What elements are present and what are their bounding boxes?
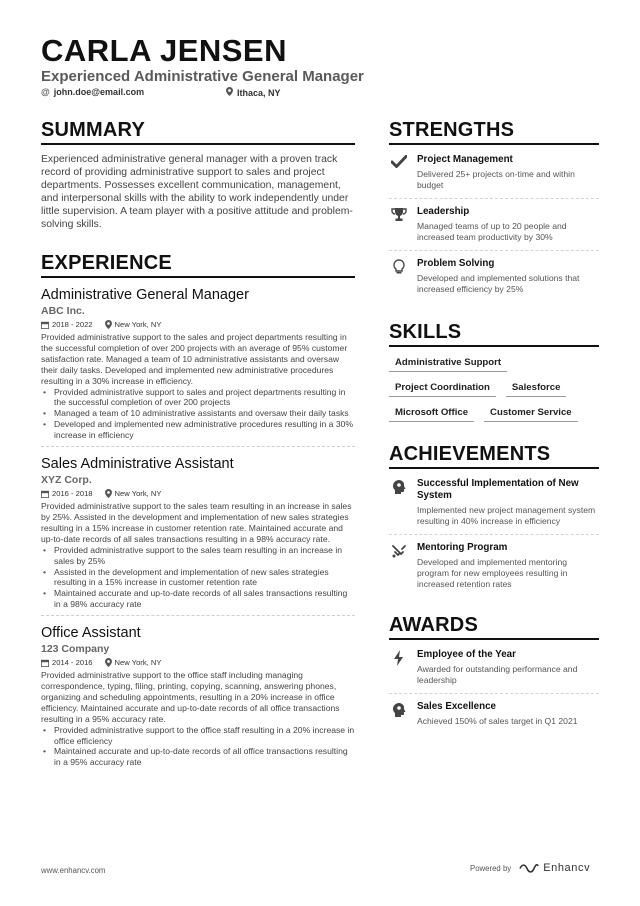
job-bullet: • Provided administrative support to the office staff resulting in a 20% increase in office efficiency [41,725,355,747]
job-description: Provided administrative support to the sales and project departments resulting in the successful completion of over 200 projects with an average of 95% customer satisfaction rate. Managed a team of 10 administrative assistants and oversaw their daily tasks. Developed and implemented new administrative procedures resulting in a 30% increase in efficiency. [41,332,348,386]
award-desc: Awarded for outstanding performance and leadership [417,664,578,685]
calendar-icon [41,659,49,667]
award-title: Employee of the Year [417,649,516,660]
skill-tag: Salesforce [506,378,567,397]
head-brain-icon [389,478,409,527]
lightbulb-icon [389,258,409,295]
skill-tag: Administrative Support [389,353,507,372]
strength-title: Leadership [417,206,470,217]
job-dates-text: 2016 - 2018 [52,489,93,499]
job-company: ABC Inc. [41,305,85,317]
brand-name: Enhancv [543,862,591,874]
at-icon: @ [41,87,50,97]
candidate-role: Experienced Administrative General Manager [41,68,364,85]
achievement-desc: Implemented new project management system resulting in 40% increase in efficiency [417,505,596,526]
trophy-icon [389,206,409,243]
right-column [389,118,599,734]
job-bullets [41,387,355,442]
footer-branding[interactable] [470,862,590,874]
achievement-item [389,471,599,535]
strength-item [389,251,599,302]
strengths-list [389,147,599,302]
job-location [105,489,162,498]
job-title: Office Assistant [41,625,141,642]
contact-email[interactable] [41,87,144,97]
strength-desc: Managed teams of up to 20 people and increased team productivity by 30% [417,221,567,242]
achievement-item [389,535,599,597]
achievements-list [389,471,599,597]
job-bullet: • Assisted in the development and implementation of new sales strategies resulting in a 15% increase in customer retention rate [41,567,355,589]
calendar-icon [41,490,49,498]
job-bullet: • Provided administrative support to the sales team resulting in an increase in sales by 25% [41,545,355,567]
job-bullet: • Provided administrative support to sales and project departments resulting in the successful completion of over 200 projects [41,387,355,409]
awards-list [389,642,599,734]
strength-item [389,147,599,199]
job-location [105,658,162,667]
strength-desc: Delivered 25+ projects on-time and within budget [417,169,575,190]
award-title: Sales Excellence [417,701,496,712]
job-bullet: • Maintained accurate and up-to-date records of all office transactions resulting in a 95% accuracy rate [41,746,355,768]
job-location-text: New York, NY [114,489,162,499]
job-company: XYZ Corp. [41,474,92,487]
job-dates-text: 2018 - 2022 [52,320,93,329]
left-column [41,118,355,768]
location-text: Ithaca, NY [237,87,281,98]
skills-list [389,353,599,422]
location-pin-icon [105,658,112,667]
candidate-name: CARLA JENSEN [41,33,287,68]
strength-title: Problem Solving [417,258,495,269]
job-dates [41,320,93,329]
job-location [105,320,162,329]
job-meta [41,320,355,329]
contact-location [226,87,281,98]
awards-heading: AWARDS [389,613,599,640]
job-meta [41,489,355,498]
experience-heading: EXPERIENCE [41,251,355,278]
calendar-icon [41,321,49,329]
job-bullet: • Maintained accurate and up-to-date records of all sales transactions resulting in a 98% accuracy rate [41,588,355,610]
job-dates [41,658,93,667]
powered-by-text: Powered by [470,863,512,873]
job-entry [41,624,355,768]
job-company: 123 Company [41,643,110,656]
enhancv-logo-icon [519,863,539,874]
job-dates [41,489,93,498]
achievement-title: Mentoring Program [417,542,508,553]
job-description: Provided administrative support to the office staff including managing correspondence, typing, filing, printing, copying, scanning, answering phones, organizing and scheduling appointments, resulting in a 20% increase in office efficiency. Maintained accurate and up-to-date records of all office transactions resulting in a 95% accuracy rate. [41,670,340,724]
head-brain-icon [389,701,409,727]
footer-website[interactable]: www.enhancv.com [41,866,106,875]
lightning-icon [389,649,409,686]
job-divider [41,446,355,447]
award-item [389,694,599,734]
job-title: Sales Administrative Assistant [41,456,234,473]
strength-desc: Developed and implemented solutions that increased efficiency by 25% [417,273,580,294]
checkmark-icon [389,154,409,191]
summary-text: Experienced administrative general manager with a proven track record of providing administrative support to sales and project departments. Possesses excellent communication, management, and interpersonal skills with the ability to work independently under little supervision. A team player with a positive attitude and problem-solving skills. [41,154,353,230]
summary-heading: SUMMARY [41,118,355,145]
achievement-title: Successful Implementation of New System [417,478,579,501]
achievement-desc: Developed and implemented mentoring program for new employees resulting in increased retention rates [417,557,568,589]
job-bullets [41,725,355,769]
location-pin-icon [226,87,233,98]
job-location-text: New York, NY [114,658,162,668]
skill-tag: Customer Service [484,403,578,422]
skills-heading: SKILLS [389,320,599,347]
location-pin-icon [105,320,112,329]
award-item [389,642,599,694]
brand-logo [519,862,590,874]
job-divider [41,615,355,616]
handshake-icon [389,542,409,590]
email-text: john.doe@email.com [53,87,145,97]
skill-tag-spacer [517,353,577,372]
strengths-heading: STRENGTHS [389,118,599,145]
job-bullet: • Developed and implemented new administrative procedures resulting in a 30% increase in efficiency [41,419,355,441]
job-entry [41,286,355,447]
location-pin-icon [105,489,112,498]
job-bullets [41,545,355,610]
skill-tag: Microsoft Office [389,403,474,422]
job-entry [41,455,355,616]
job-bullet: • Managed a team of 10 administrative assistants and oversaw their daily tasks [41,408,355,419]
award-desc: Achieved 150% of sales target in Q1 2021 [417,716,578,726]
job-dates-text: 2014 - 2016 [52,658,93,668]
skill-tag: Project Coordination [389,378,496,397]
achievements-heading: ACHIEVEMENTS [389,442,599,469]
strength-title: Project Management [417,154,513,165]
job-description: Provided administrative support to the sales team resulting in an increase in sales by 25%. Assisted in the development and implementation of new sales strategies resulting in a 15% increase in customer retention rate. Maintained accurate and up-to-date records of all sales transactions resulting in a 98% accuracy rate. [41,501,352,544]
job-meta [41,658,355,667]
job-title: Administrative General Manager [41,287,249,303]
strength-item [389,199,599,251]
job-location-text: New York, NY [114,320,162,329]
